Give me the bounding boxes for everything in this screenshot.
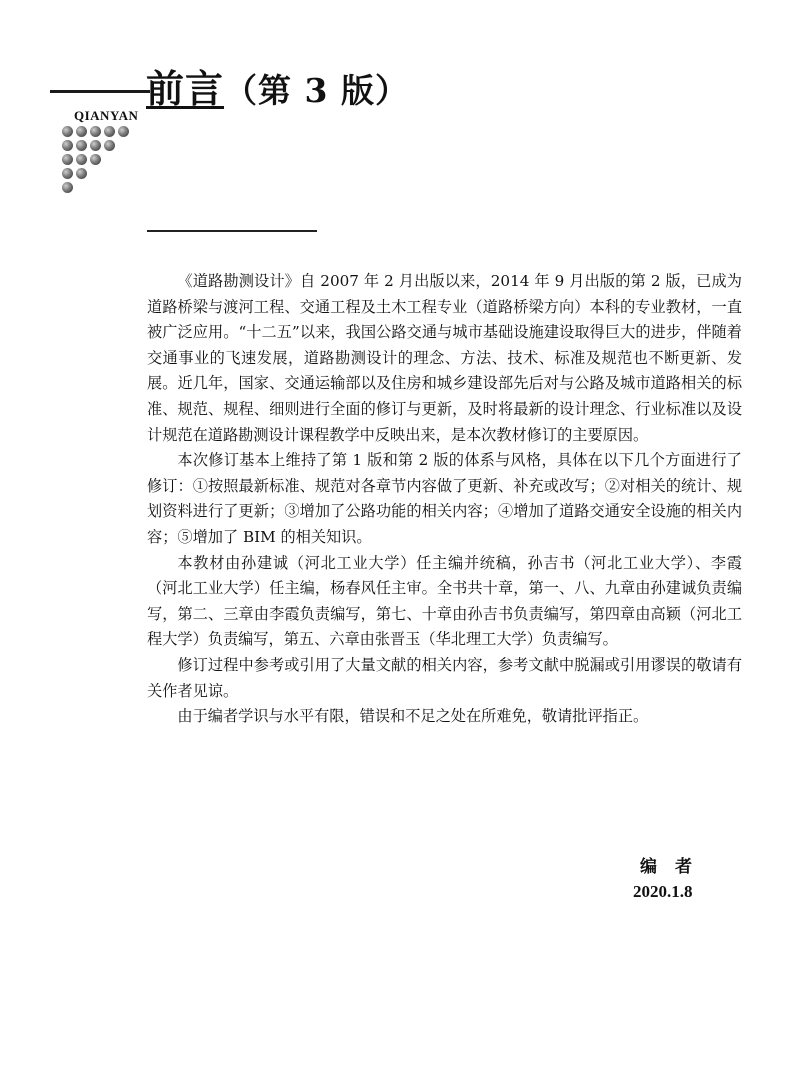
dot-icon: [90, 154, 101, 165]
signature-date: 2020.1.8: [633, 882, 693, 901]
dot-icon: [76, 126, 87, 137]
decorative-dot-pattern: [62, 126, 129, 196]
section-divider: [147, 230, 317, 232]
dot-icon: [104, 126, 115, 137]
title-edition: （第 3 版）: [224, 71, 409, 110]
paragraph: 本教材由孙建诚（河北工业大学）任主编并统稿，孙吉书（河北工业大学）、李霞（河北工业大学）任主编，杨春风任主审。全书共十章，第一、八、九章由孙建诚负责编写，第二、三章由李霞负责编写，第七、十章由孙吉书负责编写，第四章由高颖（河北工程大学）负责编写，第五、六章由张晋玉（华北理工大学）负责编写。: [147, 553, 742, 649]
dot-icon: [62, 182, 73, 193]
dot-icon: [76, 168, 87, 179]
dot-row: [62, 182, 129, 193]
dot-icon: [118, 126, 129, 137]
signature-author: 编者: [640, 857, 710, 877]
dot-row: [62, 154, 129, 165]
paragraph: 本次修订基本上维持了第 1 版和第 2 版的体系与风格，具体在以下几个方面进行了修订：①按照最新标准、规范对各章节内容做了更新、补充或改写；②对相关的统计、规划资料进行了更新；③增加了公路功能的相关内容；④增加了道路交通安全设施的相关内容；⑤增加了 BIM 的相关知识。: [147, 451, 742, 546]
dot-icon: [62, 154, 73, 165]
header-rule: [50, 90, 150, 93]
dot-row: [62, 126, 129, 137]
dot-icon: [90, 140, 101, 151]
paragraph: 《道路勘测设计》自 2007 年 2 月出版以来，2014 年 9 月出版的第 2 版，已成为道路桥梁与渡河工程、交通工程及土木工程专业（道路桥梁方向）本科的专业教材，一直被广泛应用。“十二五”以来，我国公路交通与城市基础设施建设取得巨大的进步，伴随着交通事业的飞速发展，道路勘测设计的理念、方法、技术、标准及规范也不断更新、发展。近几年，国家、交通运输部以及住房和城乡建设部先后对与公路及城市道路相关的标准、规范、规程、细则进行全面的修订与更新，及时将最新的设计理念、行业标准以及设计规范在道路勘测设计课程教学中反映出来，是本次教材修订的主要原因。: [147, 272, 742, 444]
dot-row: [62, 168, 129, 179]
dot-icon: [62, 126, 73, 137]
dot-row: [62, 140, 129, 151]
page-title: [146, 64, 409, 116]
dot-icon: [76, 140, 87, 151]
paragraph: 由于编者学识与水平有限，错误和不足之处在所难免，敬请批评指正。: [177, 707, 649, 726]
preface-body: [147, 269, 742, 730]
title-main: 前言: [146, 67, 225, 111]
dot-icon: [104, 140, 115, 151]
dot-icon: [90, 126, 101, 137]
dot-icon: [62, 168, 73, 179]
paragraph: 修订过程中参考或引用了大量文献的相关内容，参考文献中脱漏或引用谬误的敬请有关作者见谅。: [147, 655, 742, 700]
dot-icon: [62, 140, 73, 151]
dot-icon: [76, 154, 87, 165]
title-pinyin: QIANYAN: [74, 108, 139, 123]
